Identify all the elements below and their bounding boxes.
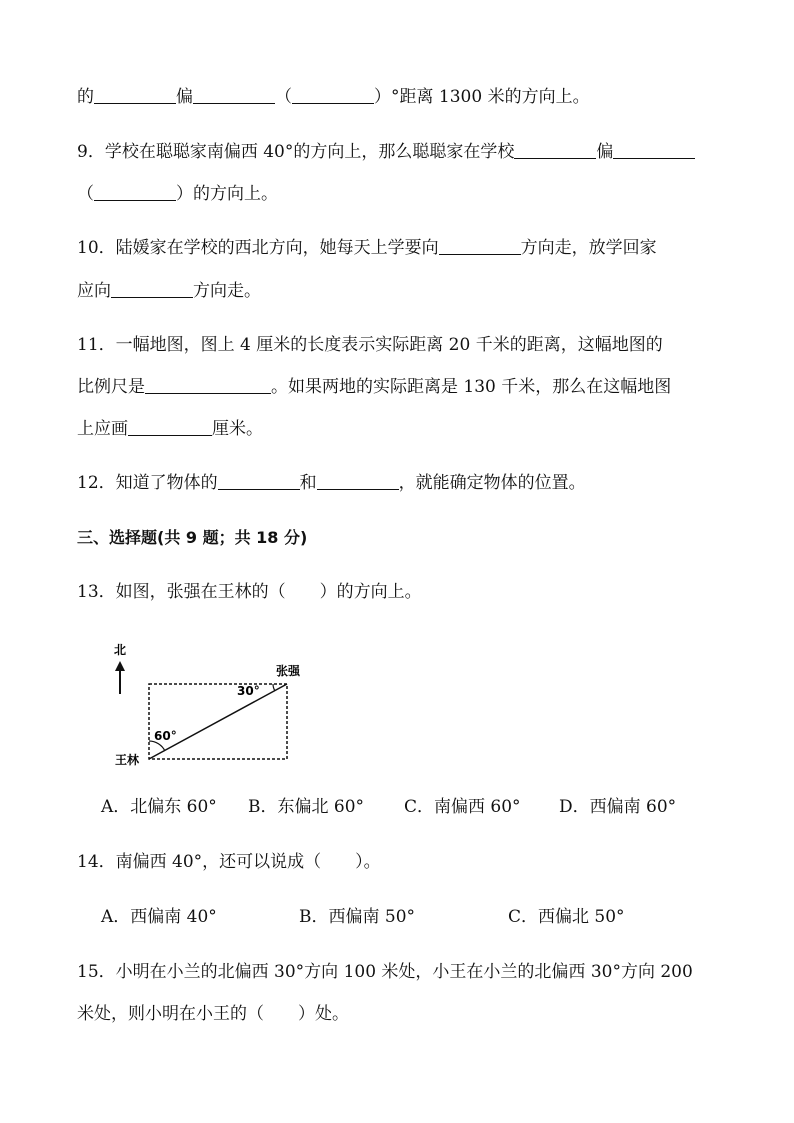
q8-text-1: 的 xyxy=(77,87,94,107)
q11-blank-2[interactable] xyxy=(128,417,212,436)
q13-option-d[interactable]: D．西偏南 60° xyxy=(559,797,677,817)
q12-blank-1[interactable] xyxy=(218,471,300,490)
direction-line xyxy=(149,684,287,759)
q14-question: 14．南偏西 40°，还可以说成（ ）。 xyxy=(77,852,381,872)
q8-blank-2[interactable] xyxy=(193,85,275,104)
q11-blank-1[interactable] xyxy=(145,375,271,394)
north-label: 北 xyxy=(114,643,127,657)
q11-text-5: 厘米。 xyxy=(212,419,263,439)
q11-text-4: 上应画 xyxy=(77,419,128,439)
q8-text-2: 偏 xyxy=(176,87,193,107)
q12-text-3: ，就能确定物体的位置。 xyxy=(398,473,586,493)
section-3-heading: 三、选择题(共 9 题；共 18 分) xyxy=(77,528,308,547)
q10-line-1 xyxy=(77,236,657,260)
q8-text-3: （ xyxy=(275,87,292,107)
q8-text-4: ）°距离 1300 米的方向上。 xyxy=(374,87,590,107)
q9-text-2: 偏 xyxy=(596,142,614,162)
q9-blank-3[interactable] xyxy=(94,182,176,201)
q12-blank-2[interactable] xyxy=(317,471,399,490)
north-arrow-icon xyxy=(115,661,125,694)
q13-option-c[interactable]: C．南偏西 60° xyxy=(404,797,521,817)
q9-line-1 xyxy=(77,140,695,164)
q10-blank-2[interactable] xyxy=(111,279,193,298)
angle-label-top: 30° xyxy=(237,684,260,698)
q10-text-1: 10．陆媛家在学校的西北方向，她每天上学要向 xyxy=(77,238,439,258)
q11-text-3: 。如果两地的实际距离是 130 千米，那么在这幅地图 xyxy=(271,377,672,397)
q8-blank-3[interactable] xyxy=(292,85,374,104)
q8-blank-1[interactable] xyxy=(94,85,176,104)
q11-text-2: 比例尺是 xyxy=(77,377,145,397)
q12-text-1: 12．知道了物体的 xyxy=(77,473,218,493)
q14-option-b[interactable]: B．西偏南 50° xyxy=(299,907,416,927)
q12-text-2: 和 xyxy=(299,473,317,493)
q9-text-4: ）的方向上。 xyxy=(176,184,278,204)
q9-blank-2[interactable] xyxy=(613,140,695,159)
q9-blank-1[interactable] xyxy=(514,140,596,159)
q13-option-a[interactable]: A．北偏东 60° xyxy=(101,797,217,817)
q11-line-1 xyxy=(77,333,663,357)
q10-blank-1[interactable] xyxy=(439,236,521,255)
q13-question: 13．如图，张强在王林的（ ）的方向上。 xyxy=(77,582,422,602)
q10-line-2 xyxy=(77,279,261,303)
q10-text-2: 方向走，放学回家 xyxy=(520,238,657,258)
q9-text-3: （ xyxy=(77,184,94,204)
q10-text-4: 方向走。 xyxy=(193,281,261,301)
q14-option-a[interactable]: A．西偏南 40° xyxy=(101,907,217,927)
q13-option-b[interactable]: B．东偏北 60° xyxy=(248,797,365,817)
q8-continuation-line xyxy=(77,85,590,109)
q11-text-1: 11．一幅地图，图上 4 厘米的长度表示实际距离 20 千米的距离，这幅地图的 xyxy=(77,335,663,355)
q11-line-2 xyxy=(77,375,671,399)
label-zhangqiang: 张强 xyxy=(276,664,301,678)
q9-line-2 xyxy=(77,182,278,206)
q15-line-2: 米处，则小明在小王的（ ）处。 xyxy=(77,1004,349,1024)
q12-line xyxy=(77,471,586,495)
q11-line-3 xyxy=(77,417,263,441)
direction-diagram xyxy=(108,636,318,771)
angle-arc-top xyxy=(273,684,275,691)
angle-label-bottom: 60° xyxy=(154,729,177,743)
q9-text-1: 9．学校在聪聪家南偏西 40°的方向上，那么聪聪家在学校 xyxy=(77,142,515,162)
q14-option-c[interactable]: C．西偏北 50° xyxy=(508,907,625,927)
q15-line-1: 15．小明在小兰的北偏西 30°方向 100 米处，小王在小兰的北偏西 30°方向 200 xyxy=(77,962,693,982)
q10-text-3: 应向 xyxy=(77,281,111,301)
label-wanglin: 王林 xyxy=(115,753,140,767)
